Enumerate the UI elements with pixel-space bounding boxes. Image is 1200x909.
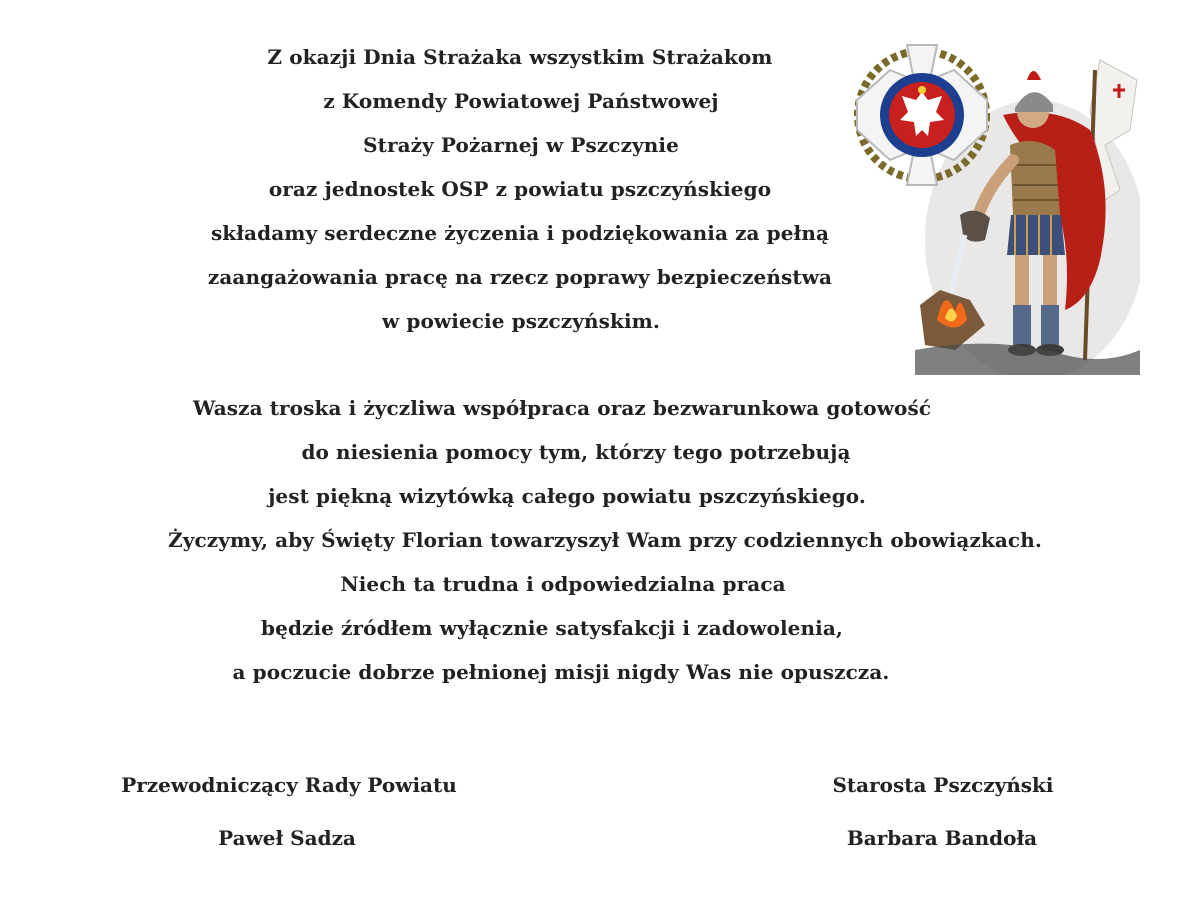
- greeting-line: Z okazji Dnia Strażaka wszystkim Strażakom: [267, 45, 773, 69]
- greeting-line: z Komendy Powiatowej Państwowej: [323, 89, 719, 113]
- greeting-line: Straży Pożarnej w Pszczynie: [363, 133, 679, 157]
- wishes-line: będzie źródłem wyłącznie satysfakcji i zadowolenia,: [261, 616, 843, 640]
- signature-role: Starosta Pszczyński: [832, 773, 1054, 797]
- signature-name: Barbara Bandoła: [846, 826, 1038, 850]
- greeting-line: składamy serdeczne życzenia i podziękowania za pełną: [210, 221, 830, 245]
- wishes-line: Życzymy, aby Święty Florian towarzyszył Wam przy codziennych obowiązkach.: [168, 528, 1042, 552]
- wishes-line: jest piękną wizytówką całego powiatu pszczyńskiego.: [268, 484, 866, 508]
- wishes-line: do niesienia pomocy tym, którzy tego potrzebują: [301, 440, 851, 464]
- wishes-line: Niech ta trudna i odpowiedzialna praca: [340, 572, 786, 596]
- wishes-line: a poczucie dobrze pełnionej misji nigdy Was nie opuszcza.: [232, 660, 890, 684]
- greeting-line: zaangażowania pracę na rzecz poprawy bezpieczeństwa: [207, 265, 833, 289]
- greeting-line: w powiecie pszczyńskim.: [382, 309, 660, 333]
- signature-name: Paweł Sadza: [218, 826, 356, 850]
- greeting-line: oraz jednostek OSP z powiatu pszczyńskiego: [268, 177, 772, 201]
- fire-brigade-emblem-icon: [852, 40, 992, 190]
- wishes-line: Wasza troska i życzliwa współpraca oraz bezwarunkowa gotowość: [192, 396, 932, 420]
- signature-role: Przewodniczący Rady Powiatu: [121, 773, 457, 797]
